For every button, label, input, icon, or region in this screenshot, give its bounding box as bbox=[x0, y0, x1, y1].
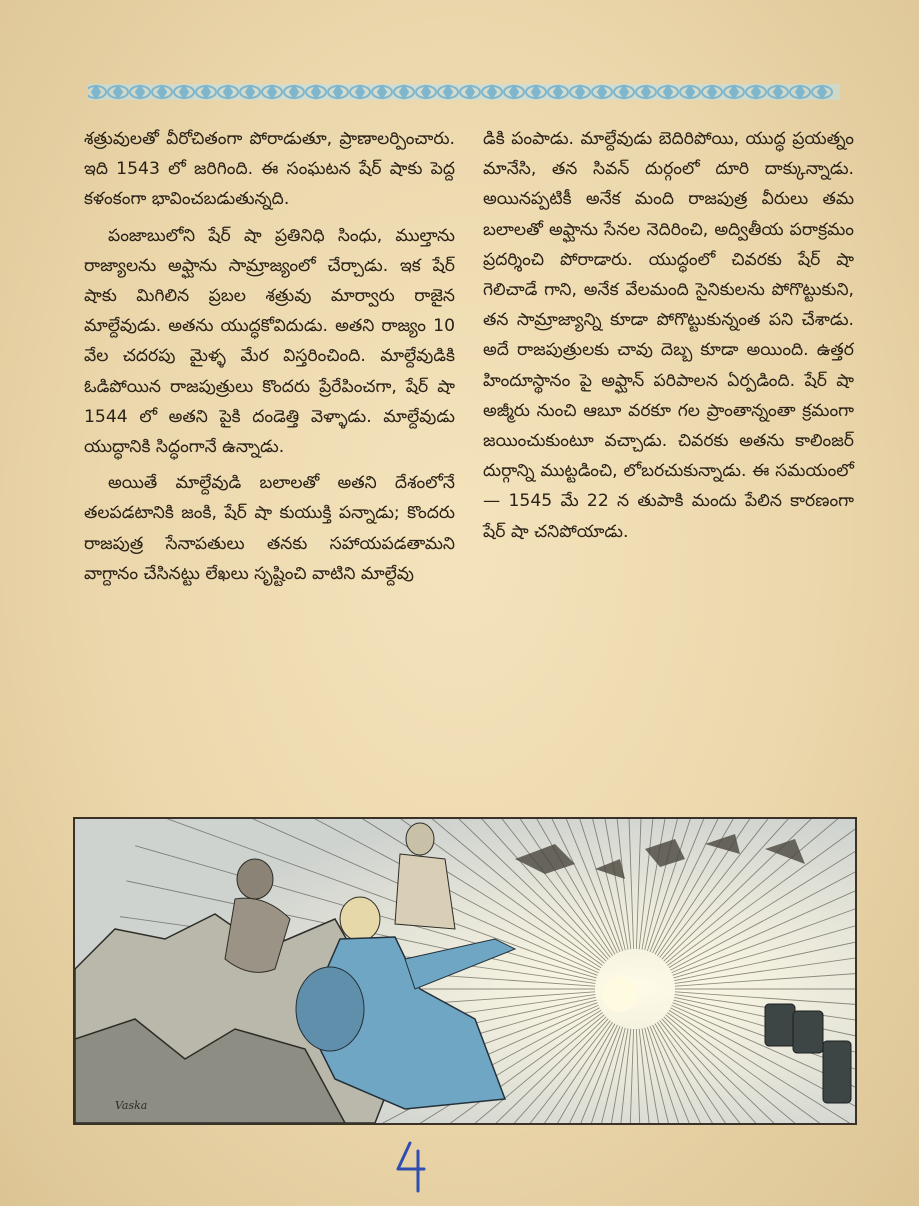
artist-signature: Vaska bbox=[115, 1099, 148, 1112]
right-column bbox=[483, 124, 854, 794]
paragraph: డికి పంపాడు. మాల్దేవుడు బెదిరిపోయి, యుద్ధ ప్రయత్నం మానేసి, తన సివన్ దుర్గంలో దూరి దాక్కున్నాడు. అయినప్పటికీ అనేక మంది రాజపుత్ర వీరులు తమ బలాలతో అఫ్ఘాను సేనల నెదిరించి, అద్వితీయ పరాక్రమం ప్రదర్శించి పోరాడారు. యుద్ధంలో చివరకు షేర్ షా గెలిచాడే గాని, అనేక వేలమంది సైనికులను పోగొట్టుకుని, తన సామ్రాజ్యాన్ని కూడా పోగొట్టుకున్నంత పని చేశాడు. అదే రాజపుత్రులకు చావు దెబ్బ కూడా అయింది. ఉత్తర హిందూస్థానం పై అఫ్ఘాన్ పరిపాలన ఏర్పడింది. షేర్ షా అజ్మీరు నుంచి ఆబూ వరకూ గల ప్రాంతాన్నంతా క్రమంగా జయించుకుంటూ వచ్చాడు. చివరకు అతను కాలింజర్ దుర్గాన్ని ముట్టడించి, లోబరచుకున్నాడు. ఈ సమయంలో— 1545 మే 22 న తుపాకి మందు పేలిన కారణంగా షేర్ షా చనిపోయాడు. bbox=[483, 129, 854, 542]
handwritten-page-number-icon bbox=[388, 1135, 448, 1195]
paragraph: శత్రువులతో వీరోచితంగా పోరాడుతూ, ప్రాణాలర్పించారు. ఇది 1543 లో జరిగింది. ఈ సంఘటన షేర్ షాకు పెద్ద కళంకంగా భావించబడుతున్నది. bbox=[84, 129, 455, 210]
paragraph: అయితే మాల్దేవుడి బలాలతో అతని దేశంలోనే తలపడటానికి జంకి, షేర్ షా కుయుక్తి పన్నాడు; కొందరు రాజపుత్ర సేనాపతులు తనకు సహాయపడతామని వాగ్దానం చేసినట్టు లేఖలు సృష్టించి వాటిని మాల్దేవు bbox=[84, 473, 455, 584]
article-body bbox=[84, 124, 854, 794]
paragraph: పంజాబులోని షేర్ షా ప్రతినిధి సింధు, ముల్తాను రాజ్యాలను అఫ్ఘాను సామ్రాజ్యంలో చేర్చాడు. ఇక షేర్ షాకు మిగిలిన ప్రబల శత్రువు మార్వారు రాజైన మాల్దేవుడు. అతను యుద్ధకోవిదుడు. అతని రాజ్యం 10 వేల చదరపు మైళ్ళ మేర విస్తరించింది. మాల్దేవుడికి ఓడిపోయిన రాజపుత్రులు కొందరు ప్రేరేపించగా, షేర్ షా 1544 లో అతని పైకి దండెత్తి వెళ్ళాడు. మాల్దేవుడు యుద్ధానికి సిద్ధంగానే ఉన్నాడు. bbox=[84, 225, 455, 458]
illustration-drawing bbox=[75, 819, 855, 1123]
battle-explosion-illustration bbox=[73, 817, 857, 1125]
ornamental-chain-border-icon bbox=[88, 78, 840, 106]
left-column bbox=[84, 124, 455, 794]
